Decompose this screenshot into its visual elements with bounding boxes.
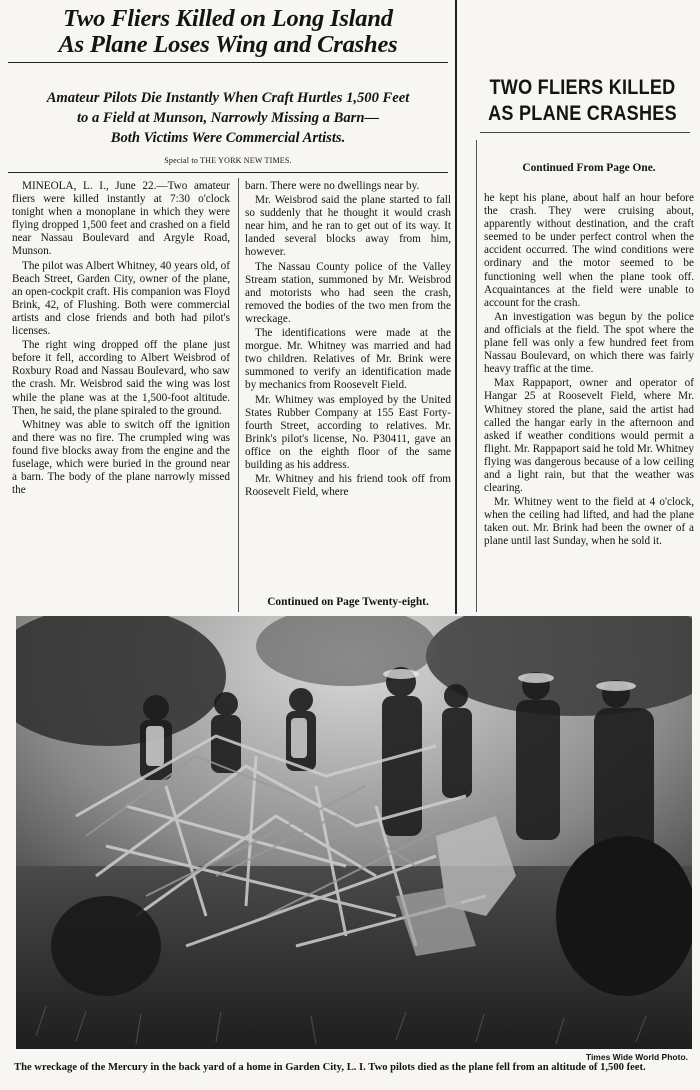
column-divider-main <box>455 0 457 614</box>
deck-line-3: Both Victims Were Commercial Artists. <box>110 130 346 146</box>
special-correspondent-line: Special to THE YORK NEW TIMES. <box>164 156 292 165</box>
subheadline-deck <box>10 88 446 148</box>
paragraph: Whitney was able to switch off the ignition and there was no fire. The crumpled wing was found five blocks away from the engine and the fuselage, which were buried in the ground near a barn. The body of the plane narrowly missed the <box>12 418 230 497</box>
continuation-headline-line-1: TWO FLIERS KILLED <box>489 76 676 99</box>
deck-rule <box>8 172 448 173</box>
headline-line-1: Two Fliers Killed on Long Island <box>63 5 393 32</box>
deck-line-1: Amateur Pilots Die Instantly When Craft Hurtles 1,500 Feet <box>46 90 410 106</box>
paragraph: MINEOLA, L. I., June 22.—Two amateur fliers were killed instantly at 7:30 o'clock tonight when a monoplane in which they were flying dropped 1,500 feet and crashed on a field near Nassau Boulevard and Argyle Road, Munson. <box>12 180 230 258</box>
paragraph: Mr. Weisbrod said the plane started to fall so suddenly that he thought it would crash near him, and he ran to get out of its way. It landed several blocks away from him, however. <box>245 194 451 259</box>
article-column-1 <box>12 180 230 498</box>
paragraph: he kept his plane, about half an hour before the crash. They were cruising about, apparently without destination, and the craft seemed to be under perfect control when the accident occurred. The wind conditions were ordinary and the motor seemed to be functioning well when the plane took off. Acquaintances at the field were unable to account for the crash. <box>484 192 694 309</box>
continuation-headline-line-2: AS PLANE CRASHES <box>488 102 677 125</box>
paragraph: An investigation was begun by the police and officials at the field. The spot where the plane fell was only a few hundred feet from Nassau Boulevard, on which there was fairly heavy traffic at the time. <box>484 310 694 376</box>
paragraph: The pilot was Albert Whitney, 40 years old, of Beach Street, Garden City, owner of the plane, an open-cockpit craft. His companion was Floyd Brink, 42, of Flushing. Both were commercial artists and close friends and both had pilot's licenses. <box>12 259 230 338</box>
headline-line-2: As Plane Loses Wing and Crashes <box>58 31 398 58</box>
wreckage-photo-illustration <box>16 616 692 1049</box>
deck-line-2: to a Field at Munson, Narrowly Missing a Barn— <box>76 110 380 126</box>
paragraph: The Nassau County police of the Valley Stream station, summoned by Mr. Weisbrod and motorists who had seen the crash, removed the bodies of the two men from the wreckage. <box>245 260 451 325</box>
article-column-2 <box>245 180 451 500</box>
paragraph: The identifications were made at the morgue. Mr. Whitney was married and had two children. Relatives of Mr. Brink were summoned to verify an identification made by mechanics from Roosevelt Field. <box>245 327 451 392</box>
photo-credit: Times Wide World Photo. <box>585 1052 688 1062</box>
continued-from-label: Continued From Page One. <box>522 162 656 174</box>
continuation-headline <box>486 75 680 127</box>
paragraph: Max Rappaport, owner and operator of Hangar 25 at Roosevelt Field, where Mr. Whitney stored the plane, said the artist had called the hangar early in the afternoon and asked if weather conditions would permit a flight. Mr. Rappaport said he told Mr. Whitney flying was dangerous because of a low ceiling and a light rain, but that the weather was clearing. <box>484 377 694 495</box>
headline-rule <box>8 62 448 63</box>
photo-caption: The wreckage of the Mercury in the back yard of a home in Garden City, L. I. Two pilots died as the plane fell from an altitude of 1,500 feet. <box>14 1062 646 1073</box>
continued-on-label: Continued on Page Twenty-eight. <box>267 596 429 608</box>
wreckage-photo <box>16 616 692 1049</box>
continuation-rule <box>480 132 690 133</box>
paragraph: barn. There were no dwellings near by. <box>245 180 420 192</box>
paragraph: The right wing dropped off the plane just before it fell, according to Albert Weisbrod of Roxbury Road and Nassau Boulevard, who saw the crash. Mr. Weisbrod said the wing was lost while the plane was at the 1,500-foot altitude. Then, he said, the plane spiraled to the ground. <box>12 339 230 417</box>
column-rule-1 <box>238 178 239 612</box>
main-headline <box>8 6 448 58</box>
paragraph: Mr. Whitney and his friend took off from Roosevelt Field, where <box>245 473 451 499</box>
paragraph: Mr. Whitney was employed by the United States Rubber Company at 155 East Forty-fourth Street, according to relatives. Mr. Brink's pilot's license, No. P30411, gave an office on the eighth floor of the same building as his address. <box>245 393 451 471</box>
article-column-3 <box>484 192 694 550</box>
column-rule-2 <box>476 140 477 612</box>
paragraph: Mr. Whitney went to the field at 4 o'clock, when the ceiling had lifted, and had the plane taken out. Mr. Brink had been the owner of a plane until last Sunday, when he sold it. <box>484 496 694 548</box>
